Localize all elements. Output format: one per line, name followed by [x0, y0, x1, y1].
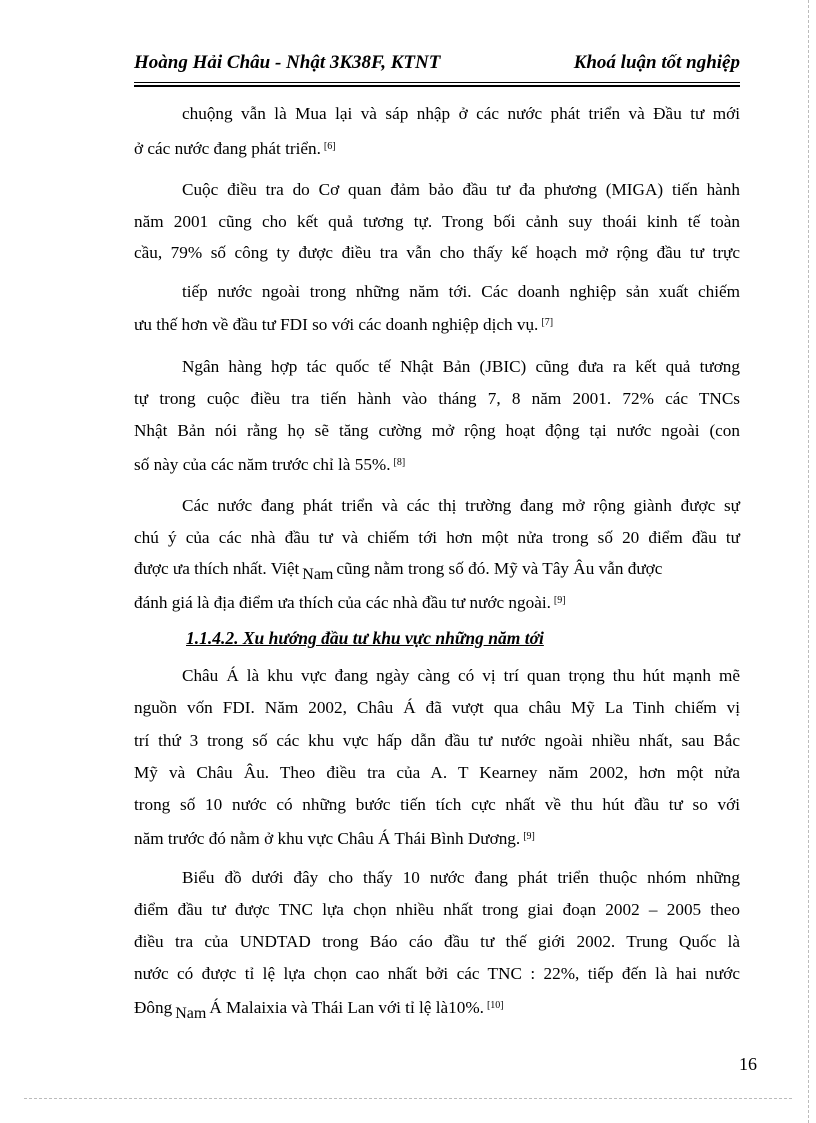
text-line: được ưa thích nhất. Việt Nam cũng nằm trong số đó. Mỹ và Tây Âu vẫn được: [134, 559, 663, 583]
text-line: Các nước đang phát triển và các thị trường đang mở rộng giành được sự: [182, 496, 740, 515]
text-line: Biểu đồ dưới đây cho thấy 10 nước đang phát triển thuộc nhóm những: [182, 868, 740, 887]
page-bottom-border: [24, 1098, 792, 1099]
text-line: nguồn vốn FDI. Năm 2002, Châu Á đã vượt qua châu Mỹ La Tinh chiếm vị: [134, 698, 740, 717]
text-line: đánh giá là địa điểm ưa thích của các nhà đầu tư nước ngoài. [9]: [134, 593, 566, 612]
text-line: Mỹ và Châu Âu. Theo điều tra của A. T Kearney năm 2002, hơn một nửa: [134, 763, 740, 782]
citation-ref: [9]: [523, 831, 535, 842]
text-line: điều tra của UNDTAD trong Báo cáo đầu tư thế giới 2002. Trung Quốc là: [134, 932, 740, 951]
page-header: [134, 52, 740, 80]
text-line: điểm đầu tư được TNC lựa chọn nhiều nhất trong giai đoạn 2002 – 2005 theo: [134, 900, 740, 919]
text-line: năm trước đó nằm ở khu vực Châu Á Thái Bình Dương. [9]: [134, 829, 535, 848]
text-line: Cuộc điều tra do Cơ quan đảm bảo đầu tư đa phương (MIGA) tiến hành: [182, 180, 740, 199]
citation-ref: [8]: [393, 457, 406, 468]
text-line: Nhật Bản nói rằng họ sẽ tăng cường mở rộng hoạt động tại nước ngoài (con: [134, 421, 740, 440]
text-line: Đông Nam Á Malaixia và Thái Lan với tỉ lệ là10%. [10]: [134, 998, 504, 1022]
text-line: chuộng vẫn là Mua lại và sáp nhập ở các nước phát triển và Đầu tư mới: [182, 104, 740, 123]
citation-ref: [10]: [486, 1000, 504, 1011]
header-author: Hoàng Hải Châu - Nhật 3K38F, KTNT: [134, 52, 441, 73]
text-line: trong số 10 nước có những bước tiến tích cực nhất về thu hút đầu tư so với: [134, 795, 740, 814]
text-line: tiếp nước ngoài trong những năm tới. Các doanh nghiệp sản xuất chiếm: [182, 282, 740, 301]
text-line: trí thứ 3 trong số các khu vực hấp dẫn đầu tư nước ngoài nhiều nhất, sau Bắc: [134, 731, 740, 750]
text-line: ở các nước đang phát triển. [6]: [134, 139, 336, 158]
header-rule-thick: [134, 85, 740, 87]
text-line: số này của các năm trước chỉ là 55%. [8]: [134, 455, 406, 474]
subscript-word: Nam: [302, 566, 334, 583]
text-line: chú ý của các nhà đầu tư và chiếm tới hơn một nửa trong số 20 điểm đầu tư: [134, 528, 740, 547]
text-line: nước có được tỉ lệ lựa chọn cao nhất bởi các TNC : 22%, tiếp đến là hai nước: [134, 964, 740, 983]
page-right-border: [808, 0, 809, 1123]
citation-ref: [7]: [541, 317, 554, 328]
section-heading: 1.1.4.2. Xu hướng đầu tư khu vực những năm tới: [186, 628, 544, 648]
text-line: Ngân hàng hợp tác quốc tế Nhật Bản (JBIC) cũng đưa ra kết quả tương: [182, 357, 740, 376]
citation-ref: [9]: [553, 595, 566, 606]
page-number: 16: [739, 1054, 757, 1074]
subscript-word: Nam: [175, 1005, 207, 1022]
text-line: ưu thế hơn về đầu tư FDI so với các doanh nghiệp dịch vụ. [7]: [134, 315, 554, 334]
header-doc-type: Khoá luận tốt nghiệp: [573, 52, 740, 73]
text-line: năm 2001 cũng cho kết quả tương tự. Trong bối cảnh suy thoái kinh tế toàn: [134, 212, 740, 231]
text-line: Châu Á là khu vực đang ngày càng có vị trí quan trọng thu hút mạnh mẽ: [182, 666, 740, 685]
text-line: cầu, 79% số công ty được điều tra vẫn cho thấy kế hoạch mở rộng đầu tư trực: [134, 243, 740, 262]
citation-ref: [6]: [323, 141, 336, 152]
text-line: tự trong cuộc điều tra tiến hành vào tháng 7, 8 năm 2001. 72% các TNCs: [134, 389, 740, 408]
header-rule-thin: [134, 82, 740, 83]
